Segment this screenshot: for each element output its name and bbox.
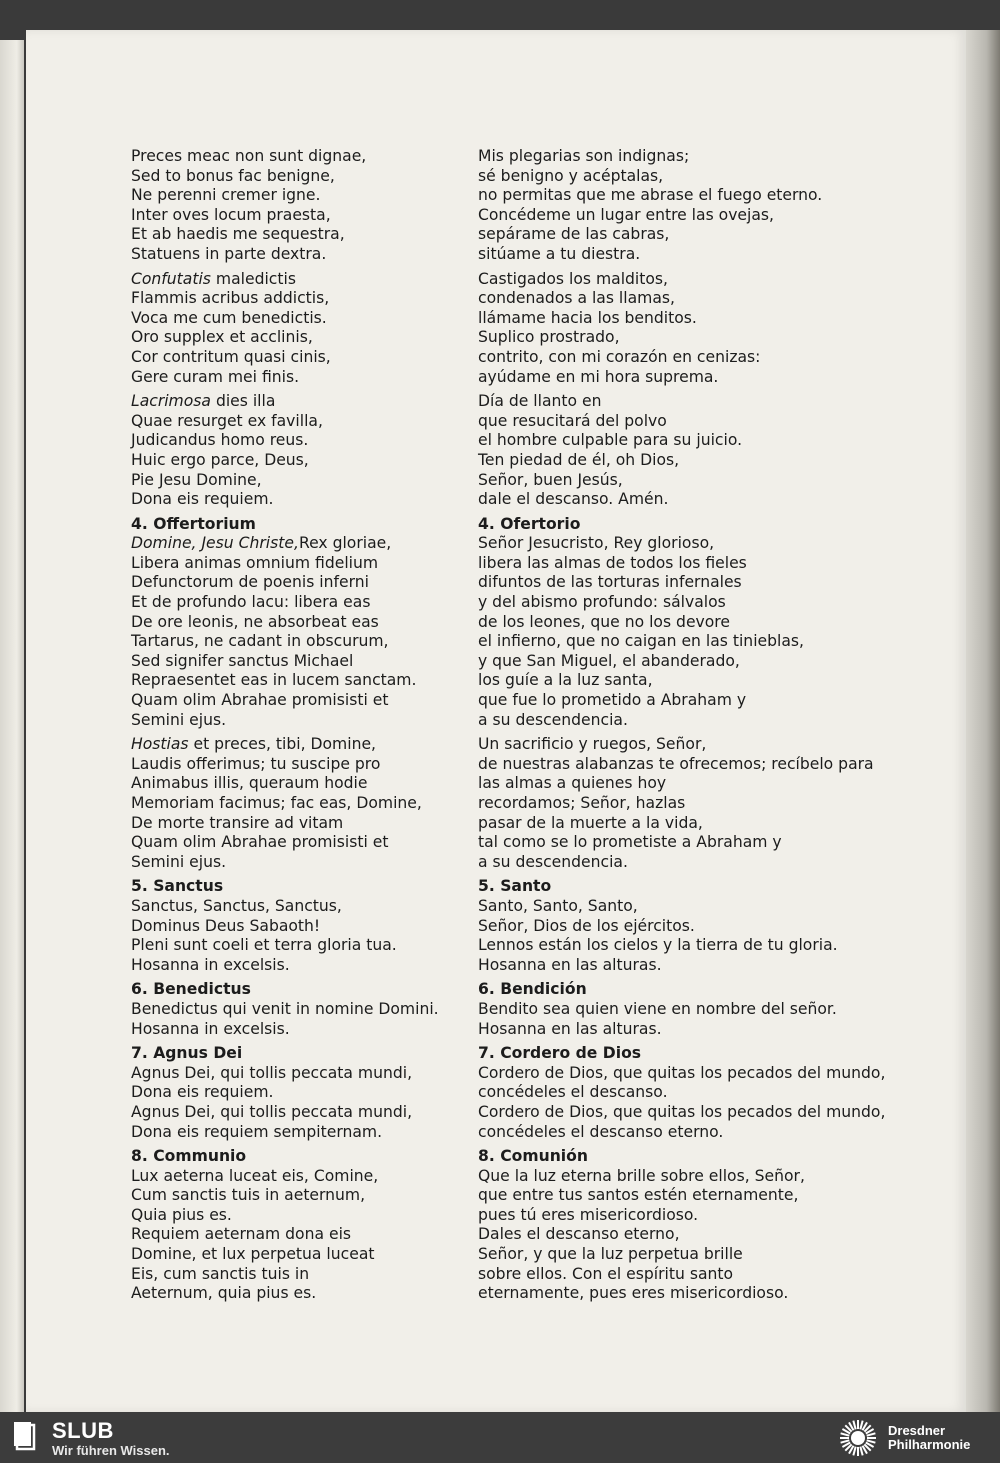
text-line [478, 1167, 898, 1187]
text-line [478, 1123, 898, 1143]
line-text: Quam olim Abrahae promisisti et [131, 833, 389, 852]
text-line [131, 245, 466, 265]
line-text: Agnus Dei, qui tollis peccata mundi, [131, 1063, 413, 1082]
text-line [478, 270, 898, 290]
text-stanza [478, 392, 898, 510]
text-stanza [478, 980, 898, 1039]
line-text: y que San Miguel, el abanderado, [478, 651, 740, 670]
line-text: y del abismo profundo: sálvalos [478, 593, 726, 612]
slub-tagline: Wir führen Wissen. [52, 1443, 170, 1458]
text-line [131, 1245, 466, 1265]
text-line [131, 270, 466, 290]
text-line [478, 328, 898, 348]
text-line [131, 1083, 466, 1103]
line-text: Cor contritum quasi cinis, [131, 347, 331, 366]
line-text: Cum sanctis tuis in aeternum, [131, 1186, 366, 1205]
text-line [478, 1000, 898, 1020]
text-line [478, 1265, 898, 1285]
text-line [478, 225, 898, 245]
line-text: Castigados los malditos, [478, 269, 668, 288]
line-text: concédeles el descanso. [478, 1083, 668, 1102]
line-text: Repraesentet eas in lucem sanctam. [131, 671, 417, 690]
line-text: Señor, Dios de los ejércitos. [478, 916, 695, 935]
text-line [131, 1123, 466, 1143]
line-text: Tartarus, ne cadant in obscurum, [131, 632, 389, 651]
line-text: llámame hacia los benditos. [478, 308, 697, 327]
line-text: Huic ergo parce, Deus, [131, 450, 309, 469]
text-line [478, 289, 898, 309]
italic-incipit: Lacrimosa [131, 392, 211, 411]
line-text: Semini ejus. [131, 710, 227, 729]
text-line [131, 755, 466, 775]
text-line [478, 534, 898, 554]
section-heading: 4. Offertorium [131, 514, 256, 533]
line-text: Que la luz eterna brille sobre ellos, Señor, [478, 1166, 805, 1185]
line-text: Semini ejus. [131, 852, 227, 871]
line-text: Et de profundo lacu: libera eas [131, 593, 371, 612]
text-line [131, 814, 466, 834]
line-text: Quam olim Abrahae promisisti et [131, 691, 389, 710]
text-line [131, 573, 466, 593]
line-text: el hombre culpable para su juicio. [478, 431, 743, 450]
text-line [131, 554, 466, 574]
line-text: Hosanna en las alturas. [478, 955, 662, 974]
text-line [478, 755, 898, 775]
text-stanza [131, 735, 466, 872]
line-text: Dominus Deus Sabaoth! [131, 916, 321, 935]
line-text: que resucitará del polvo [478, 411, 667, 430]
line-text: eternamente, pues eres misericordioso. [478, 1284, 789, 1303]
line-text: Pie Jesu Domine, [131, 470, 262, 489]
section-heading: 6. Benedictus [131, 980, 251, 999]
text-line [478, 1083, 898, 1103]
line-text: Señor, buen Jesús, [478, 470, 623, 489]
text-line [478, 186, 898, 206]
text-line [478, 431, 898, 451]
text-stanza [131, 515, 466, 731]
text-line [478, 1020, 898, 1040]
text-line [478, 554, 898, 574]
text-stanza [478, 1147, 898, 1304]
text-line [478, 1245, 898, 1265]
line-text: concédeles el descanso eterno. [478, 1122, 724, 1141]
line-text: Aeternum, quia pius es. [131, 1284, 317, 1303]
text-stanza [131, 270, 466, 388]
text-line [131, 348, 466, 368]
line-text: que fue lo prometido a Abraham y [478, 691, 747, 710]
text-stanza [478, 270, 898, 388]
text-line [478, 632, 898, 652]
text-line [478, 451, 898, 471]
latin-text-column [131, 147, 466, 1309]
text-line [131, 1225, 466, 1245]
line-text: Agnus Dei, qui tollis peccata mundi, [131, 1102, 413, 1121]
line-text: Sed to bonus fac benigne, [131, 166, 335, 185]
next-page-edge [966, 30, 1000, 1412]
line-text: difuntos de las torturas infernales [478, 573, 742, 592]
text-line [131, 917, 466, 937]
line-text: Santo, Santo, Santo, [478, 896, 638, 915]
text-line [478, 392, 898, 412]
line-text: sé benigno y acéptalas, [478, 166, 664, 185]
line-text: sepárame de las cabras, [478, 225, 670, 244]
line-text: Dales el descanso eterno, [478, 1225, 680, 1244]
text-line [131, 1064, 466, 1084]
line-text: condenados a las llamas, [478, 289, 675, 308]
text-line [478, 368, 898, 388]
text-line [478, 348, 898, 368]
line-text: que entre tus santos estén eternamente, [478, 1186, 799, 1205]
text-stanza [478, 1044, 898, 1142]
line-text: Día de llanto en [478, 392, 602, 411]
line-text: Mis plegarias son indignas; [478, 147, 690, 165]
text-line [478, 774, 898, 794]
line-text: Flammis acribus addictis, [131, 289, 330, 308]
line-text: Laudis offerimus; tu suscipe pro [131, 754, 381, 773]
text-line [131, 1000, 466, 1020]
line-text: a su descendencia. [478, 710, 628, 729]
text-line [478, 1206, 898, 1226]
text-line [478, 167, 898, 187]
text-line [131, 735, 466, 755]
partner-line-1: Dresdner [888, 1423, 946, 1438]
text-line [131, 1167, 466, 1187]
line-text: Ten piedad de él, oh Dios, [478, 450, 680, 469]
text-line [131, 632, 466, 652]
line-text: Animabus illis, queraum hodie [131, 774, 368, 793]
spanish-text-column [478, 147, 898, 1309]
text-line [131, 897, 466, 917]
text-line [478, 1064, 898, 1084]
text-line [478, 853, 898, 873]
text-line [131, 671, 466, 691]
text-line [131, 1103, 466, 1123]
line-text: ayúdame en mi hora suprema. [478, 367, 719, 386]
line-text: dale el descanso. Amén. [478, 490, 669, 509]
line-text: dies illa [210, 392, 276, 411]
line-text: Dona eis requiem. [131, 1083, 274, 1102]
text-stanza [478, 147, 898, 265]
text-line [131, 853, 466, 873]
text-stanza [131, 877, 466, 975]
text-line [478, 936, 898, 956]
text-line [131, 613, 466, 633]
text-line [131, 412, 466, 432]
line-text: contrito, con mi corazón en cenizas: [478, 347, 761, 366]
text-line [478, 206, 898, 226]
line-text: De ore leonis, ne absorbeat eas [131, 612, 379, 631]
line-text: Dona eis requiem. [131, 490, 274, 509]
text-line [131, 309, 466, 329]
text-stanza [478, 877, 898, 975]
text-line [131, 451, 466, 471]
text-line [131, 593, 466, 613]
text-line [478, 593, 898, 613]
text-stanza [131, 1147, 466, 1304]
line-text: Bendito sea quien viene en nombre del señor. [478, 999, 837, 1018]
text-line [131, 490, 466, 510]
text-line [478, 245, 898, 265]
line-text: Quia pius es. [131, 1205, 232, 1224]
text-line [131, 794, 466, 814]
text-line [478, 956, 898, 976]
text-line [478, 147, 898, 167]
line-text: sitúame a tu diestra. [478, 244, 641, 263]
line-text: de nuestras alabanzas te ofrecemos; recíbelo para [478, 754, 874, 773]
text-stanza [131, 392, 466, 510]
line-text: Hosanna in excelsis. [131, 1019, 290, 1038]
line-text: pues tú eres misericordioso. [478, 1205, 699, 1224]
section-heading: 7. Cordero de Dios [478, 1044, 642, 1063]
text-line [131, 392, 466, 412]
text-line [478, 917, 898, 937]
line-text: Ne perenni cremer igne. [131, 186, 321, 205]
text-line [478, 490, 898, 510]
text-line [131, 534, 466, 554]
line-text: tal como se lo prometiste a Abraham y [478, 833, 782, 852]
line-text: Un sacrificio y ruegos, Señor, [478, 735, 707, 754]
italic-incipit: Hostias [131, 735, 189, 754]
line-text: Suplico prostrado, [478, 328, 620, 347]
line-text: los guíe a la luz santa, [478, 671, 653, 690]
text-line [478, 897, 898, 917]
line-text: Domine, et lux perpetua luceat [131, 1245, 375, 1264]
sunburst-icon [838, 1418, 878, 1458]
line-text: a su descendencia. [478, 852, 628, 871]
line-text: Señor Jesucristo, Rey glorioso, [478, 534, 715, 553]
text-line [131, 147, 466, 167]
line-text: Benedictus qui venit in nomine Domini. [131, 999, 439, 1018]
line-text: no permitas que me abrase el fuego eterno. [478, 186, 823, 205]
previous-page-edge [0, 40, 24, 1412]
line-text: Lennos están los cielos y la tierra de tu gloria. [478, 936, 838, 955]
text-line [131, 206, 466, 226]
text-line [478, 711, 898, 731]
text-line [131, 691, 466, 711]
line-text: sobre ellos. Con el espíritu santo [478, 1264, 734, 1283]
line-text: maledictis [210, 269, 296, 288]
line-text: Hosanna en las alturas. [478, 1019, 662, 1038]
text-line [131, 652, 466, 672]
text-line [478, 691, 898, 711]
text-line [131, 471, 466, 491]
text-stanza [478, 515, 898, 731]
text-stanza [131, 1044, 466, 1142]
text-line [131, 936, 466, 956]
section-heading: 4. Ofertorio [478, 514, 581, 533]
line-text: Hosanna in excelsis. [131, 955, 290, 974]
text-line [131, 1265, 466, 1285]
section-heading: 7. Agnus Dei [131, 1044, 243, 1063]
line-text: Cordero de Dios, que quitas los pecados del mundo, [478, 1102, 886, 1121]
line-text: Judicandus homo reus. [131, 431, 309, 450]
text-line [478, 1225, 898, 1245]
line-text: Sed signifer sanctus Michael [131, 651, 354, 670]
line-text: Preces meac non sunt dignae, [131, 147, 367, 165]
line-text: Defunctorum de poenis inferni [131, 573, 369, 592]
text-stanza [131, 147, 466, 265]
partner-wordmark[interactable] [888, 1424, 970, 1452]
line-text: Dona eis requiem sempiternam. [131, 1122, 383, 1141]
section-heading: 6. Bendición [478, 980, 587, 999]
text-line [478, 573, 898, 593]
text-line [478, 652, 898, 672]
line-text: Requiem aeternam dona eis [131, 1225, 352, 1244]
line-text: libera las almas de todos los fieles [478, 553, 747, 572]
line-text: Voca me cum benedictis. [131, 308, 327, 327]
line-text: Libera animas omnium fidelium [131, 553, 379, 572]
text-line [131, 1020, 466, 1040]
line-text: pasar de la muerte a la vida, [478, 813, 703, 832]
line-text: el infierno, que no caigan en las tinieblas, [478, 632, 804, 651]
text-line [478, 794, 898, 814]
text-line [131, 711, 466, 731]
line-text: Señor, y que la luz perpetua brille [478, 1245, 743, 1264]
line-text: Quae resurget ex favilla, [131, 411, 323, 430]
text-line [478, 309, 898, 329]
section-heading: 8. Comunión [478, 1147, 588, 1166]
line-text: las almas a quienes hoy [478, 774, 667, 793]
text-stanza [131, 980, 466, 1039]
text-line [131, 833, 466, 853]
text-line [478, 814, 898, 834]
line-text: Inter oves locum praesta, [131, 205, 331, 224]
italic-incipit: Confutatis [131, 269, 211, 288]
text-line [478, 412, 898, 432]
text-line [131, 774, 466, 794]
partner-line-2: Philharmonie [888, 1437, 971, 1452]
text-line [131, 289, 466, 309]
line-text: Gere curam mei finis. [131, 367, 300, 386]
text-line [131, 186, 466, 206]
book-icon [12, 1420, 40, 1452]
line-text: et preces, tibi, Domine, [188, 735, 377, 754]
line-text: Sanctus, Sanctus, Sanctus, [131, 896, 342, 915]
text-line [478, 613, 898, 633]
section-heading: 5. Santo [478, 877, 552, 896]
text-line [478, 1186, 898, 1206]
text-line [131, 225, 466, 245]
line-text: De morte transire ad vitam [131, 813, 344, 832]
text-line [131, 1284, 466, 1304]
text-line [478, 735, 898, 755]
line-text: Concédeme un lugar entre las ovejas, [478, 205, 774, 224]
line-text: de los leones, que no los devore [478, 612, 730, 631]
section-heading: 8. Communio [131, 1147, 247, 1166]
line-text: Rex gloriae, [298, 534, 392, 553]
text-line [131, 368, 466, 388]
line-text: Et ab haedis me sequestra, [131, 225, 345, 244]
line-text: Statuens in parte dextra. [131, 244, 327, 263]
italic-incipit: Domine, Jesu Christe, [131, 534, 299, 553]
text-line [131, 1186, 466, 1206]
line-text: Oro supplex et acclinis, [131, 328, 313, 347]
text-line [478, 671, 898, 691]
section-heading: 5. Sanctus [131, 877, 224, 896]
line-text: Eis, cum sanctis tuis in [131, 1264, 310, 1283]
text-stanza [478, 735, 898, 872]
text-line [131, 431, 466, 451]
line-text: recordamos; Señor, hazlas [478, 794, 686, 812]
text-line [131, 167, 466, 187]
text-line [478, 1103, 898, 1123]
line-text: Memoriam facimus; fac eas, Domine, [131, 794, 422, 812]
slub-wordmark[interactable]: SLUB [52, 1418, 114, 1443]
text-line [131, 328, 466, 348]
line-text: Cordero de Dios, que quitas los pecados del mundo, [478, 1063, 886, 1082]
viewer-footer-bar [0, 1412, 1000, 1463]
line-text: Lux aeterna luceat eis, Comine, [131, 1166, 379, 1185]
text-line [131, 1206, 466, 1226]
text-line [478, 833, 898, 853]
text-line [131, 956, 466, 976]
line-text: Pleni sunt coeli et terra gloria tua. [131, 936, 397, 955]
text-line [478, 471, 898, 491]
text-line [478, 1284, 898, 1304]
